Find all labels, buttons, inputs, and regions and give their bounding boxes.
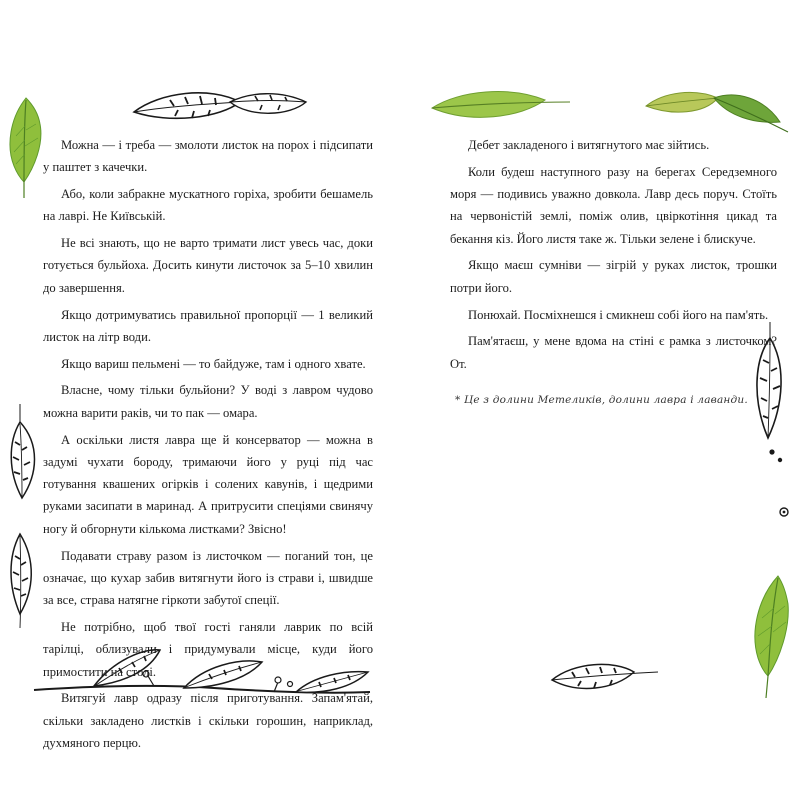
paragraph: Понюхай. Посміхнешся і смикнеш собі його на пам'ять. [468, 307, 769, 322]
paragraph: Власне, чому тільки бульйони? У воді з лавром чудово можна варити раків, чи то пак — омара. [43, 383, 373, 420]
footnote: * Це з долини Метеликів, долини лавра і лаванди. [455, 394, 748, 406]
paragraph: Не потрібно, щоб твої гості ганяли лаврик по всій тарілці, облизували і придумували місце, куди його примостити на столі. [43, 619, 373, 679]
paragraph: Або, коли забракне мускатного горіха, зробити бешамель на лаврі. Не Київській. [43, 187, 373, 224]
left-page-text [43, 134, 373, 759]
paragraph: Пам'ятаєш, у мене вдома на стіні є рамка з листочком? От. [450, 334, 777, 371]
ink-leaf-illustration [550, 658, 662, 698]
paragraph: Не всі знають, що не варто тримати лист увесь час, доки готується бульйоха. Досить кинути листочок за 5–10 хвилин до завершення. [43, 236, 373, 295]
green-leaves-illustration [644, 88, 794, 140]
paragraph: Витягуй лавр одразу після приготування. Запам'ятай, скільки закладено листків і скільки горошин, наприклад, духмяного перцю. [43, 691, 373, 750]
right-page [400, 0, 800, 800]
paragraph: Якщо маєш сумніви — зігрій у руках листок, трошки потри його. [450, 258, 777, 295]
right-page-text [450, 134, 777, 379]
ink-leaf-illustration [6, 530, 38, 630]
paragraph: Якщо вариш пельмені — то байдуже, там і одного хвате. [61, 356, 366, 371]
paragraph: Коли будеш наступного разу на берегах Середземного моря — подивись уважно довкола. Лавр десь поруч. Стоїть на червоністій землі, поміж олив, цвіркотіння цикад та бекання кіз. Його листя таке ж. Тільки зелене і блискуче. [450, 164, 777, 246]
paragraph: Якщо дотримуватись правильної пропорції — 1 великий листок на літр води. [43, 307, 373, 344]
ink-leaf-illustration [6, 402, 42, 502]
green-leaf-illustration [744, 574, 794, 700]
ink-berry-illustration [778, 506, 790, 518]
green-leaf-illustration [4, 96, 46, 200]
paragraph: Подавати страву разом із листочком — поганий тон, це означає, що кухар забив витягнути його із страви і, швидше за все, страва натягне гіркоти забутої спеції. [43, 548, 373, 608]
paragraph: Дебет закладеного і витягнутого має зійтись. [468, 138, 710, 152]
green-leaf-illustration [430, 88, 575, 128]
paragraph: Можна — і треба — змолоти листок на порох і підсипати у паштет з качечки. [43, 138, 373, 175]
paragraph: А оскільки листя лавра ще й консерватор — можна в задумі чухати бороду, тримаючи його у руці під час готування квашених огірків і солених кавунів, і щедрими руками засипати в маринад. А притрусити спеціями свинячу ногу й обгорнути кількома листками? Звісно! [43, 432, 373, 536]
ink-leaves-illustration [130, 88, 320, 128]
